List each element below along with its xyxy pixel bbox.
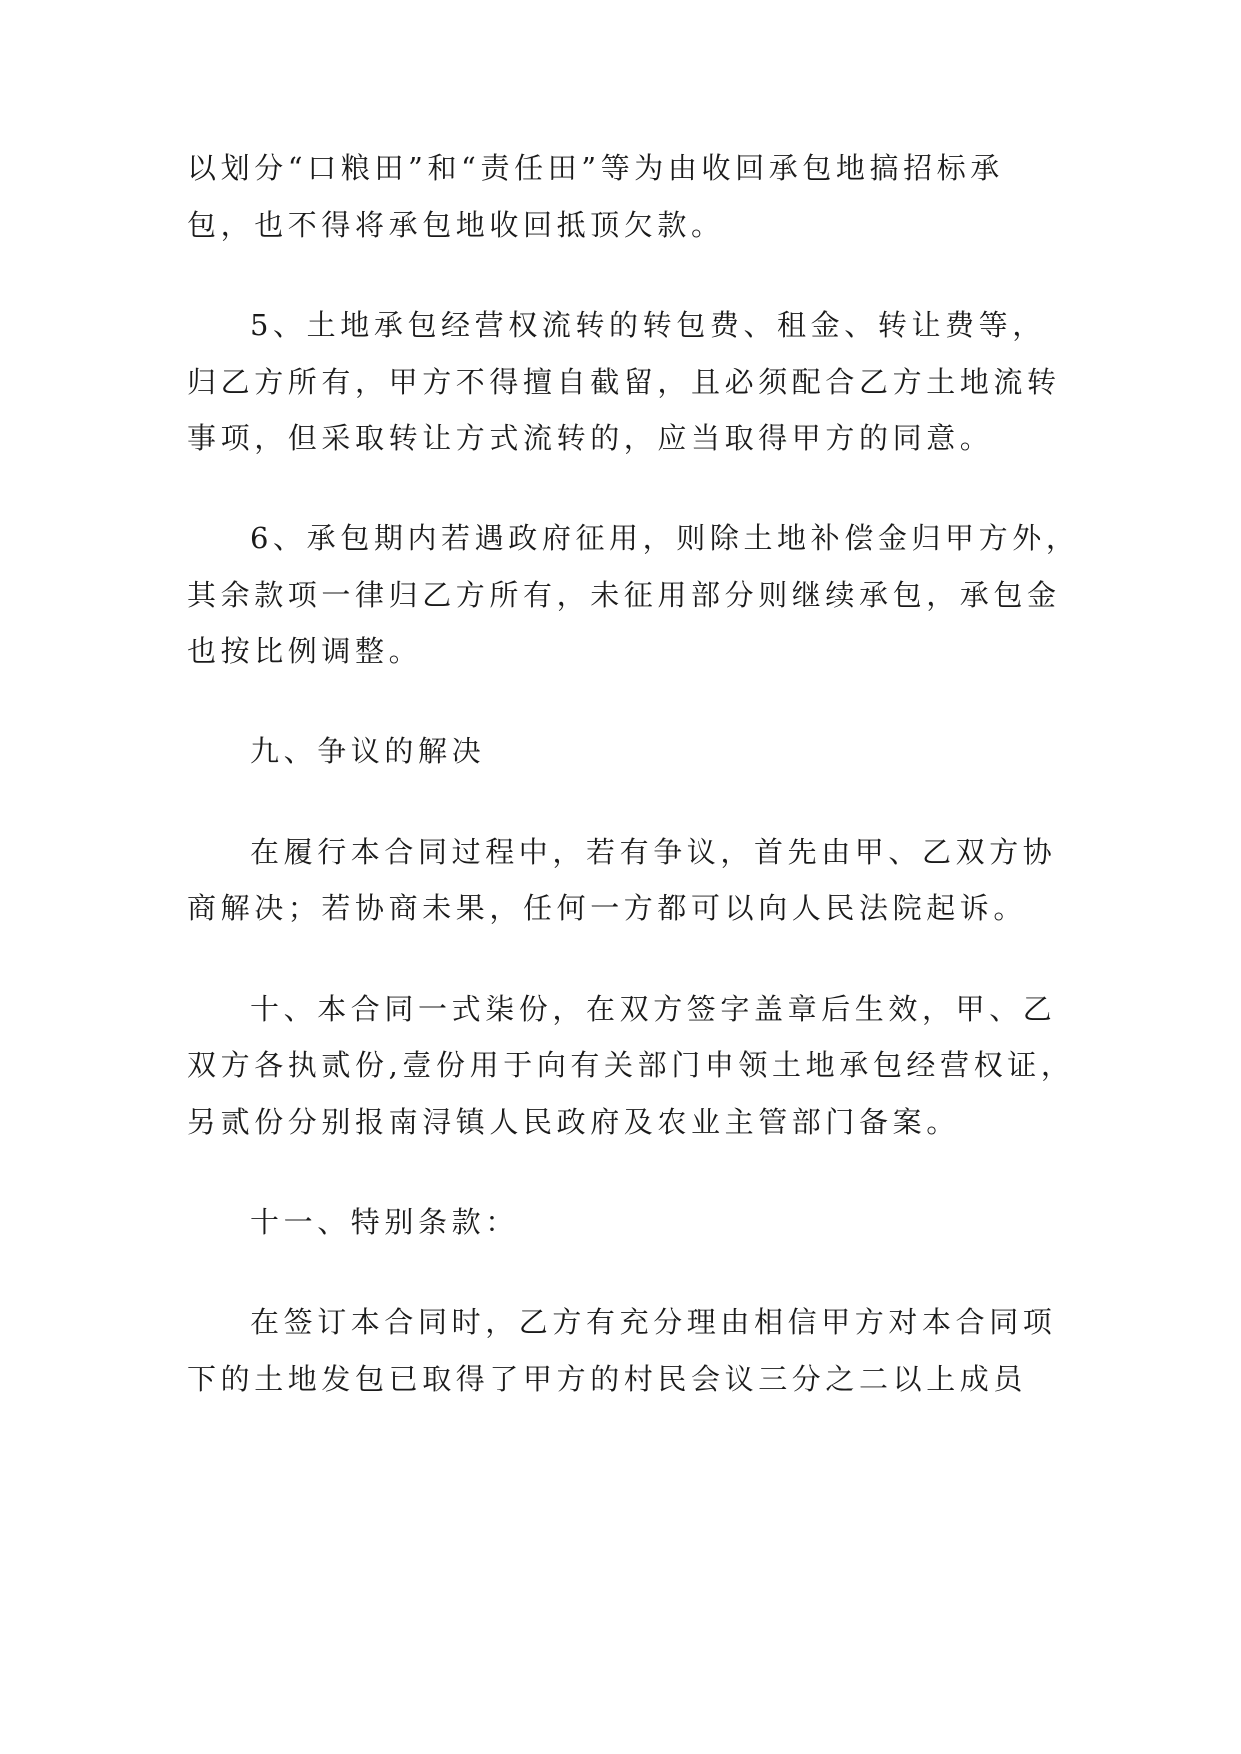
paragraph-dispute: 在履行本合同过程中，若有争议，首先由甲、乙双方协 — [250, 835, 1057, 869]
paragraph-item-5: 5、土地承包经营权流转的转包费、租金、转让费等， — [250, 308, 1046, 342]
text-line: 以划分“口粮田”和“责任田”等为由收回承包地搞招标承 — [187, 151, 1004, 185]
text-line: 归乙方所有，甲方不得擅自截留，且必须配合乙方土地流转 — [187, 365, 1061, 399]
text-line: 另贰份分别报南浔镇人民政府及农业主管部门备案。 — [187, 1105, 960, 1139]
text-line: 其余款项一律归乙方所有，未征用部分则继续承包，承包金 — [187, 578, 1061, 612]
paragraph-special-terms: 在签订本合同时，乙方有充分理由相信甲方对本合同项 — [250, 1305, 1057, 1339]
text-line: 事项，但采取转让方式流转的，应当取得甲方的同意。 — [187, 421, 994, 455]
text-line: 包，也不得将承包地收回抵顶欠款。 — [187, 208, 725, 242]
section-heading-10: 十、本合同一式柒份，在双方签字盖章后生效，甲、乙 — [250, 992, 1057, 1026]
text-line: 也按比例调整。 — [187, 634, 423, 668]
section-heading-9: 九、争议的解决 — [250, 734, 486, 768]
text-line: 双方各执贰份,壹份用于向有关部门申领土地承包经营权证， — [187, 1048, 1075, 1082]
section-heading-11: 十一、特别条款： — [250, 1205, 519, 1239]
paragraph-item-6: 6、承包期内若遇政府征用，则除土地补偿金归甲方外， — [250, 521, 1080, 555]
text-line: 下的土地发包已取得了甲方的村民会议三分之二以上成员 — [187, 1362, 1028, 1396]
text-line: 商解决；若协商未果，任何一方都可以向人民法院起诉。 — [187, 891, 1028, 925]
